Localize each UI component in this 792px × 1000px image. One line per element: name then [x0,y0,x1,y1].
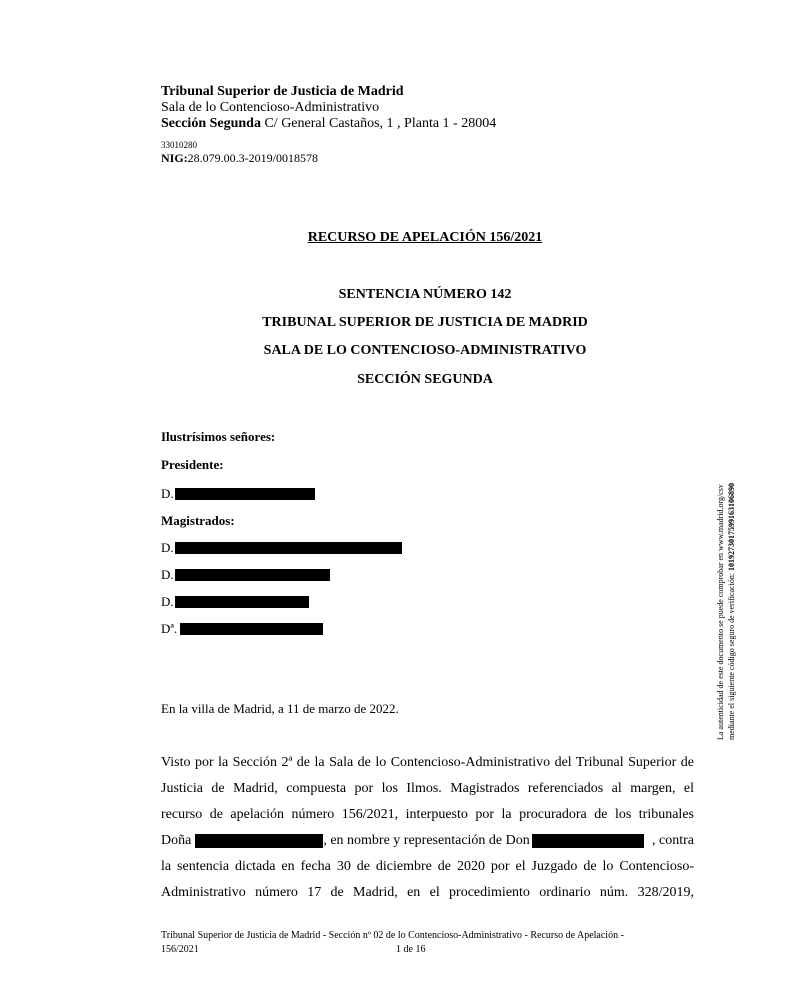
redaction-bar [175,542,402,554]
court-code: 33010280 [161,140,197,150]
body-line-redacted [161,828,694,854]
nig-line [161,150,318,166]
judge-prefix: D. [161,540,174,555]
sentencia-title: SENTENCIA NÚMERO 142 [338,287,512,302]
body-line: Justicia de Madrid, compuesta por los Ilmos. Magistrados referenciados al margen, el [161,781,694,796]
magistrados-label: Magistrados: [161,513,235,528]
section-address [161,116,496,132]
redaction-bar [175,596,309,608]
magistrado-row [161,540,402,556]
judges-heading: Ilustrísimos señores: [161,429,276,444]
judge-prefix: D. [161,567,174,582]
body-line: la sentencia dictada en fecha 30 de diciembre de 2020 por el Juzgado de lo Contencioso- [161,859,694,874]
csv-code: 1019273017599163106890 [727,482,736,571]
redaction-bar [175,488,315,500]
verification-line: La autenticidad de este documento se puede comprobar en www.madrid.org/csv [716,484,725,740]
seccion-title: SECCIÓN SEGUNDA [357,372,493,387]
body-line: Visto por la Sección 2ª de la Sala de lo Contencioso-Administrativo del Tribunal Superior de [161,755,694,770]
magistrado-row [161,594,309,610]
body-line: Administrativo número 17 de Madrid, en el procedimiento ordinario núm. 328/2019, [161,885,694,900]
body-text: , contra [652,833,694,848]
address: C/ General Castaños, 1 , Planta 1 - 28004 [260,116,497,131]
sala-title: SALA DE LO CONTENCIOSO-ADMINISTRATIVO [263,343,587,358]
redaction-bar [195,834,323,848]
date-line: En la villa de Madrid, a 11 de marzo de 2022. [161,701,399,716]
judge-prefix: Dª. [161,621,178,636]
magistrado-row [161,567,330,583]
court-name: Tribunal Superior de Justicia de Madrid [161,84,404,99]
verification-prefix: mediante el siguiente código seguro de verificación: [727,570,736,740]
redaction-bar [532,834,644,848]
sala-name: Sala de lo Contencioso-Administrativo [161,100,380,115]
tribunal-title: TRIBUNAL SUPERIOR DE JUSTICIA DE MADRID [262,315,588,330]
page-number: 1 de 16 [396,944,426,955]
section-label: Sección Segunda [161,116,261,131]
redaction-bar [180,623,323,635]
presidente-row [161,486,315,502]
footer-line-2 [161,943,461,957]
recurso-title: RECURSO DE APELACIÓN 156/2021 [307,230,543,245]
nig-value: 28.079.00.3-2019/0018578 [187,151,319,165]
body-text: Doña [161,833,192,848]
verification-note [715,440,745,740]
verification-line-2 [726,440,737,740]
judge-prefix: D. [161,594,174,609]
judge-prefix: D. [161,486,174,501]
body-line: recurso de apelación número 156/2021, interpuesto por la procuradora de los tribunales [161,807,694,822]
magistrado-row [161,621,323,637]
presidente-label: Presidente: [161,457,224,472]
body-text: , en nombre y representación de Don [323,833,530,848]
nig-label: NIG: [161,151,188,165]
footer-recurso: 156/2021 [161,944,199,955]
redaction-bar [175,569,330,581]
footer-line: Tribunal Superior de Justicia de Madrid - Sección nº 02 de lo Contencioso-Administrativo - Recurso de Apelación - [161,930,624,941]
